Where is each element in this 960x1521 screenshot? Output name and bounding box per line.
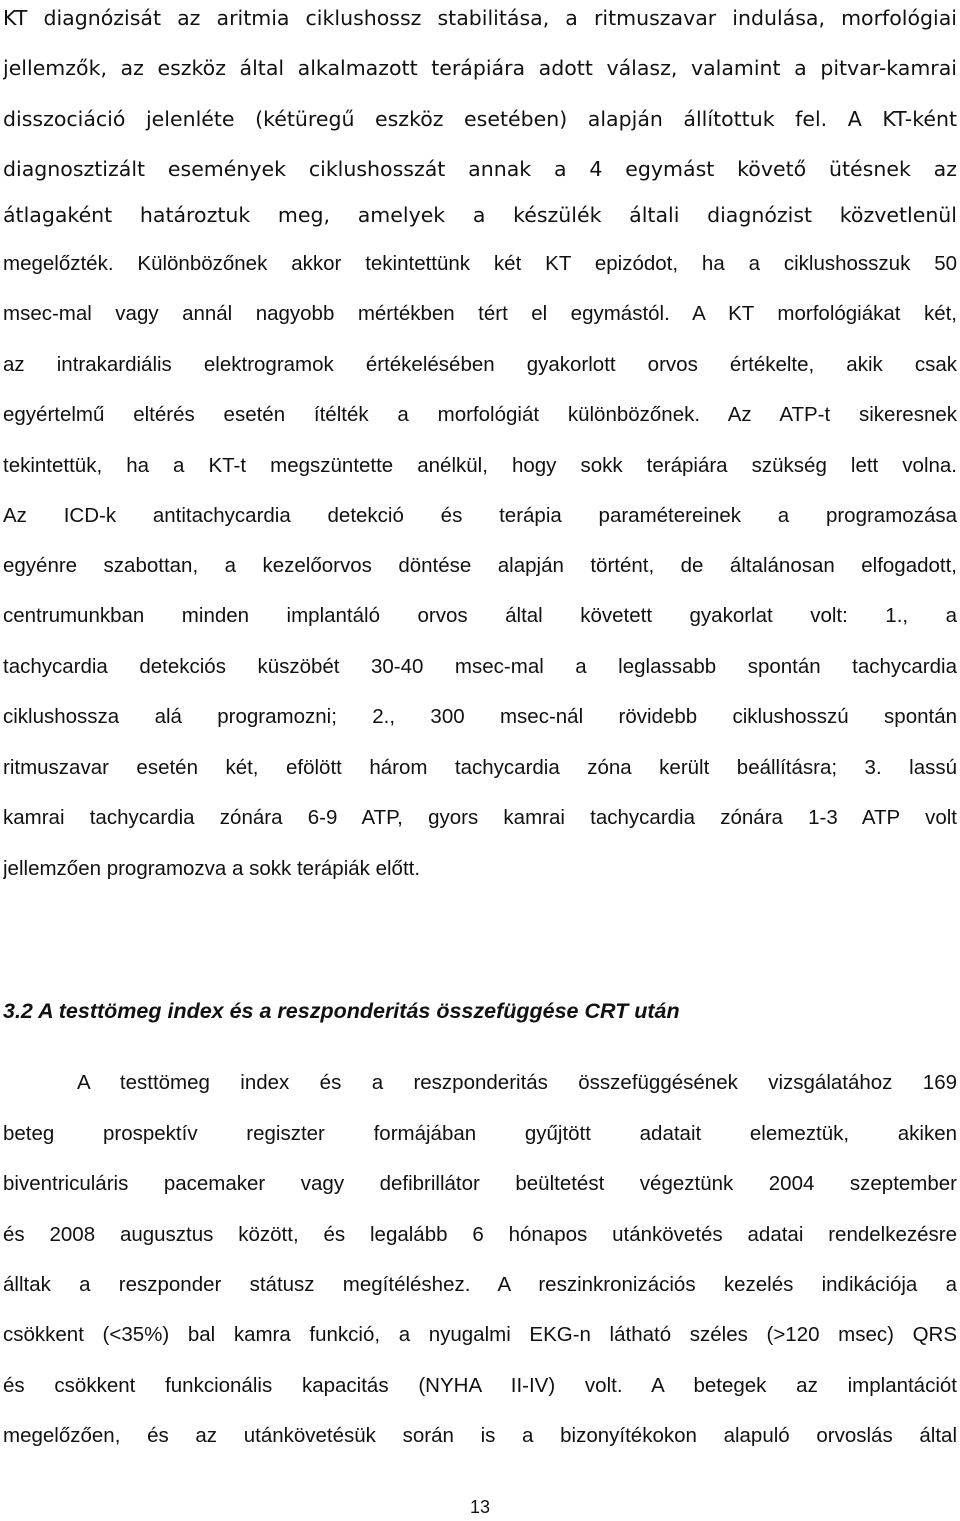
text-line: kamrai tachycardia zónára 6-9 ATP, gyors kamrai tachycardia zónára 1-3 ATP volt (3, 806, 957, 829)
text-line: és 2008 augusztus között, és legalább 6 hónapos utánkövetés adatai rendelkezésre (3, 1223, 957, 1246)
section-heading: 3.2 A testtömeg index és a reszponderitás összefüggése CRT után (3, 999, 680, 1023)
page-number: 13 (469, 1497, 491, 1517)
text-line: KT diagnózisát az aritmia ciklushossz stabilitása, a ritmuszavar indulása, morfológiai (3, 6, 957, 30)
text-line: beteg prospektív regiszter formájában gyűjtött adatait elemeztük, akiken (3, 1122, 957, 1145)
text-line: jellemzően programozva a sokk terápiák előtt. (3, 857, 421, 880)
text-line: Az ICD-k antitachycardia detekció és terápia paramétereinek a programozása (3, 504, 957, 527)
text-line: egyértelmű eltérés esetén ítélték a morfológiát különbözőnek. Az ATP-t sikeresnek (3, 403, 957, 426)
text-line: A testtömeg index és a reszponderitás összefüggésének vizsgálatához 169 (77, 1071, 957, 1094)
text-line: disszociáció jelenléte (kétüregű eszköz esetében) alapján állítottuk fel. A KT-ként (3, 107, 957, 131)
text-line: biventriculáris pacemaker vagy defibrillátor beültetést végeztünk 2004 szeptember (3, 1172, 957, 1195)
text-line: ciklushossza alá programozni; 2., 300 msec-nál rövidebb ciklushosszú spontán (3, 705, 957, 728)
text-line: tachycardia detekciós küszöbét 30-40 msec-mal a leglassabb spontán tachycardia (3, 655, 957, 678)
text-line: ritmuszavar esetén két, efölött három tachycardia zóna került beállításra; 3. lassú (3, 756, 957, 779)
text-line: tekintettük, ha a KT-t megszüntette anélkül, hogy sokk terápiára szükség lett volna. (3, 454, 957, 477)
text-line: csökkent (<35%) bal kamra funkció, a nyugalmi EKG-n látható széles (>120 msec) QRS (3, 1323, 957, 1346)
text-line: megelőzték. Különbözőnek akkor tekintettünk két KT epizódot, ha a ciklushosszuk 50 (3, 252, 957, 275)
text-line: megelőzően, és az utánkövetésük során is a bizonyítékokon alapuló orvoslás által (3, 1424, 957, 1447)
text-line: az intrakardiális elektrogramok értékelésében gyakorlott orvos értékelte, akik csak (3, 353, 957, 376)
text-line: centrumunkban minden implantáló orvos által követett gyakorlat volt: 1., a (3, 604, 957, 627)
text-line: egyénre szabottan, a kezelőorvos döntése alapján történt, de általánosan elfogadott, (3, 554, 957, 577)
text-line: átlagaként határoztuk meg, amelyek a készülék általi diagnózist közvetlenül (3, 203, 957, 227)
text-line: jellemzők, az eszköz által alkalmazott terápiára adott válasz, valamint a pitvar-kamrai (3, 56, 957, 80)
text-line: és csökkent funkcionális kapacitás (NYHA II-IV) volt. A betegek az implantációt (3, 1374, 957, 1397)
text-line: msec-mal vagy annál nagyobb mértékben tért el egymástól. A KT morfológiákat két, (3, 302, 957, 325)
text-line: diagnosztizált események ciklushosszát annak a 4 egymást követő ütésnek az (3, 157, 957, 181)
text-line: álltak a reszponder státusz megítéléshez. A reszinkronizációs kezelés indikációja a (3, 1273, 957, 1296)
